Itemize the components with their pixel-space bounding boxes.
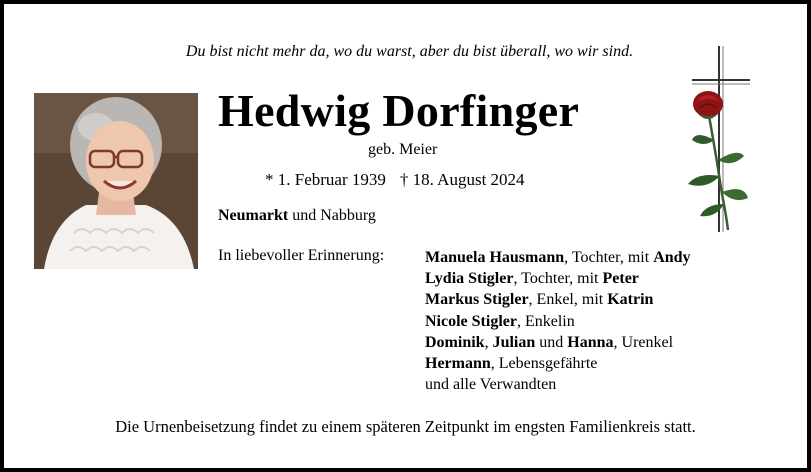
mourner-relation: , Urenkel	[613, 333, 674, 351]
mourner-line	[425, 374, 691, 395]
life-dates	[265, 170, 525, 190]
portrait-illustration	[34, 93, 198, 269]
mourner-line	[425, 247, 691, 268]
cross-rose-emblem	[664, 44, 756, 234]
mourner-relation: , Enkel, mit	[528, 291, 608, 309]
mourner-line	[425, 289, 691, 310]
mourner-name: Lydia Stigler	[425, 270, 514, 288]
mourner-name: Hanna	[567, 333, 614, 351]
mourner-closing: und alle Verwandten	[425, 376, 557, 394]
mourner-relation: , Tochter, mit	[513, 270, 603, 288]
mourner-partner: Andy	[653, 249, 691, 266]
mourner-line	[425, 353, 691, 374]
portrait-photo	[34, 93, 198, 269]
memory-label: In liebevoller Erinnerung:	[218, 247, 385, 264]
mourner-line	[425, 332, 691, 353]
places-line	[218, 207, 376, 225]
mourner-relation: , Tochter, mit	[564, 249, 654, 266]
motto-quote: Du bist nicht mehr da, wo du warst, aber du bist überall, wo wir sind.	[185, 43, 634, 60]
cross-icon	[664, 44, 756, 234]
place-primary: Neumarkt	[218, 207, 289, 224]
mourner-name: Markus Stigler	[425, 291, 529, 309]
mourner-name: Nicole Stigler	[425, 312, 517, 330]
mourner-name: Hermann	[425, 354, 491, 372]
maiden-name: geb. Meier	[368, 141, 438, 158]
death-date: † 18. August 2024	[399, 170, 525, 189]
mourner-relation: , Lebensgefährte	[490, 354, 598, 372]
mourners-list	[425, 247, 691, 395]
mourner-relation: , Enkelin	[516, 312, 575, 330]
mourner-name: Dominik	[425, 333, 485, 351]
mourner-name: Julian	[492, 333, 536, 351]
mourner-line	[425, 268, 691, 289]
deceased-name: Hedwig Dorfinger	[218, 85, 580, 136]
mourner-partner: Katrin	[607, 291, 654, 309]
mourner-separator: und	[535, 333, 568, 351]
mourner-name: Manuela Hausmann	[425, 249, 565, 266]
mourner-separator: ,	[484, 333, 493, 351]
birth-date: * 1. Februar 1939	[265, 170, 386, 189]
place-connector: und	[292, 207, 317, 224]
mourner-partner: Peter	[602, 270, 639, 288]
burial-notice: Die Urnenbeisetzung findet zu einem späteren Zeitpunkt im engsten Familienkreis statt.	[115, 417, 696, 436]
place-secondary: Nabburg	[320, 207, 376, 224]
mourner-line	[425, 311, 691, 332]
